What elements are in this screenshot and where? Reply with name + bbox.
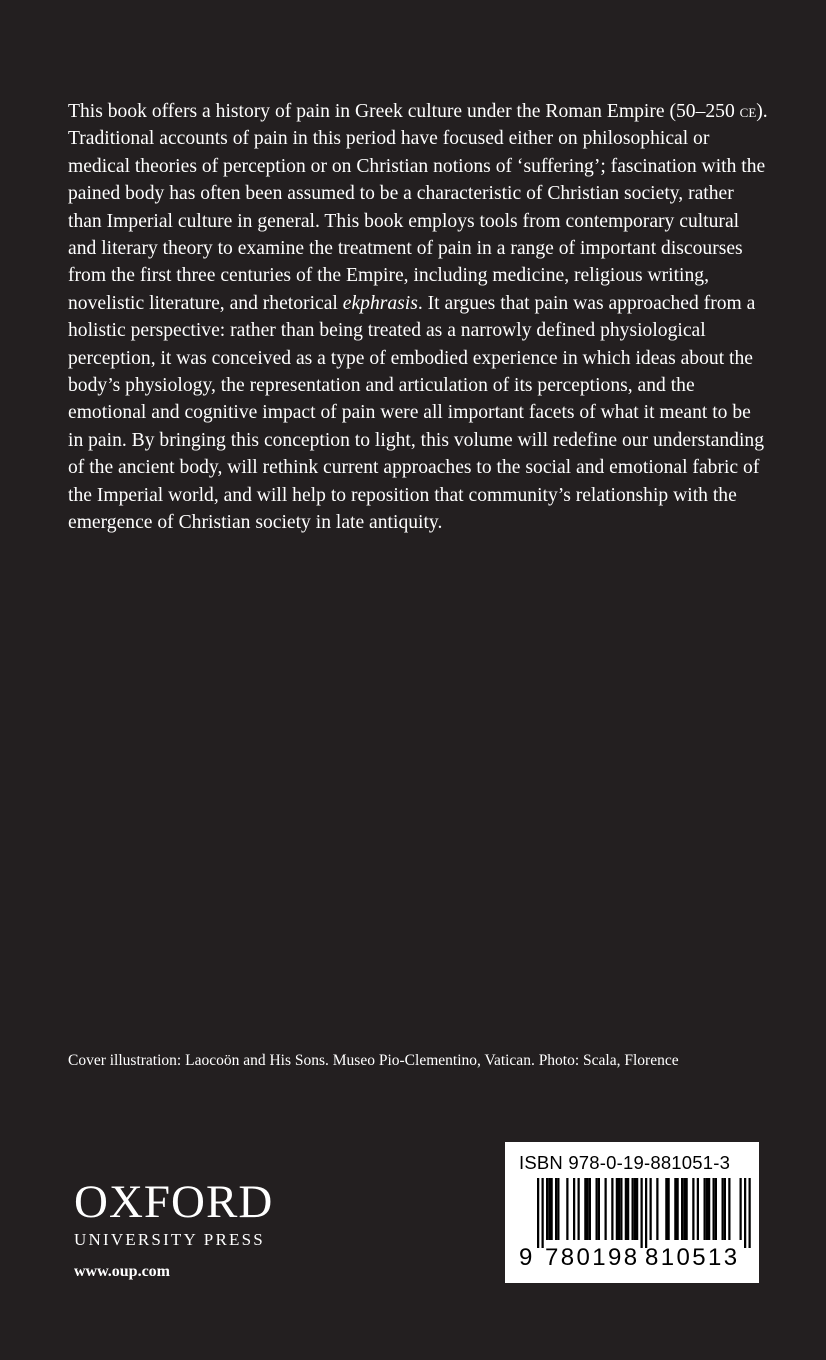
barcode-bar [704, 1178, 706, 1240]
barcode-bar [566, 1178, 568, 1240]
blurb-text-3: . It argues that pain was approached from a holistic perspective: rather than being treated as a narrowly defined physiological perception, it was conceived as a type of embodied experience in which ideas about the body’s physiology, the representation and articulation of its perceptions, and the emotional and cognitive impact of pain were all important facets of what it meant to be in pain. By bringing this conception to light, this volume will redefine our understanding of the ancient body, will rethink current approaches to the social and emotional fabric of the Imperial world, and will help to reposition that community’s relationship with the emergence of Christian society in late antiquity. [68, 292, 765, 534]
barcode-bar [749, 1178, 751, 1248]
barcode-bar [636, 1178, 638, 1240]
barcode-bar [578, 1178, 580, 1240]
barcode-bar [728, 1178, 730, 1240]
barcode-bar [551, 1178, 553, 1240]
barcode-bar [697, 1178, 699, 1240]
blurb-italic-term: ekphrasis [342, 292, 418, 314]
barcode-bar [668, 1178, 670, 1240]
barcode-bar [589, 1178, 591, 1240]
barcode-digits-right: 810513 [645, 1244, 740, 1271]
barcode-bar [686, 1178, 688, 1240]
barcode-digit-first: 9 [519, 1244, 533, 1271]
publisher-name: OXFORD [74, 1176, 274, 1228]
barcode-bar [683, 1178, 685, 1240]
barcode-bar [708, 1178, 710, 1240]
publisher-subtitle: UNIVERSITY PRESS [74, 1230, 265, 1249]
barcode-bar [598, 1178, 600, 1240]
barcode-bar [616, 1178, 618, 1240]
barcode-bar [632, 1178, 634, 1240]
barcode-bar [722, 1178, 724, 1240]
publisher-logo [74, 1176, 274, 1250]
barcode-bar [573, 1178, 575, 1240]
publisher-url[interactable]: www.oup.com [74, 1263, 171, 1280]
barcode-bar [740, 1178, 742, 1240]
barcode-bar [650, 1178, 652, 1240]
blurb-text-2: ). Traditional accounts of pain in this period have focused either on philosophical or medical theories of perception or on Christian notions of ‘suffering’; fascination with the pained body has often been assumed to be a characteristic of Christian society, rather than Imperial culture in general. This book employs tools from contemporary cultural and literary theory to examine the treatment of pain in a range of important discourses from the first three centuries of the Empire, including medicine, religious writing, novelistic literature, and rhetorical [68, 101, 768, 314]
cover-illustration-credit: Cover illustration: Laocoön and His Sons. Museo Pio-Clementino, Vatican. Photo: Scala, Florence [68, 1052, 679, 1069]
barcode-bar [611, 1178, 613, 1240]
blurb-paragraph [68, 98, 768, 537]
barcode-bar [596, 1178, 598, 1240]
barcode-bars [505, 1178, 759, 1248]
barcode-bar [713, 1178, 715, 1240]
barcode-bar [537, 1178, 539, 1248]
barcode-digits-left: 780198 [545, 1244, 640, 1271]
barcode-bar [634, 1178, 636, 1240]
barcode-bar [677, 1178, 679, 1240]
barcode-bar [724, 1178, 726, 1240]
barcode-bar [674, 1178, 676, 1240]
blurb-text-1: This book offers a history of pain in Greek culture under the Roman Empire (50–250 [68, 101, 740, 122]
barcode-bar [555, 1178, 557, 1240]
barcode-bar [665, 1178, 667, 1240]
barcode-bar [692, 1178, 694, 1240]
blurb-era: ce [739, 101, 757, 121]
barcode-bar [706, 1178, 708, 1240]
barcode-bar [605, 1178, 607, 1240]
barcode-bar [542, 1178, 544, 1248]
barcode-bar [546, 1178, 548, 1240]
back-cover-blurb [68, 98, 768, 537]
barcode-bar [656, 1178, 658, 1240]
barcode-bar [548, 1178, 550, 1240]
barcode-bar [618, 1178, 620, 1240]
barcode-bar [557, 1178, 559, 1240]
barcode-bar [620, 1178, 622, 1240]
barcode-bar [641, 1178, 643, 1248]
barcode-bar [744, 1178, 746, 1248]
barcode-bar [584, 1178, 586, 1240]
barcode-bar [681, 1178, 683, 1240]
barcode-bar [645, 1178, 647, 1248]
isbn-barcode [505, 1142, 759, 1283]
barcode-bar [715, 1178, 717, 1240]
barcode-bar [625, 1178, 627, 1240]
barcode-bar [587, 1178, 589, 1240]
isbn-label: ISBN 978-0-19-881051-3 [519, 1152, 731, 1173]
barcode-bar [627, 1178, 629, 1240]
